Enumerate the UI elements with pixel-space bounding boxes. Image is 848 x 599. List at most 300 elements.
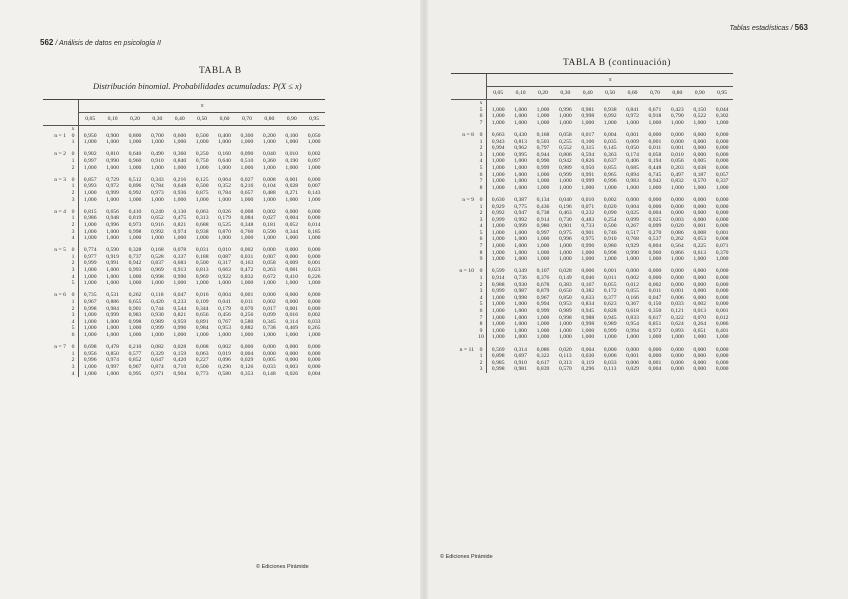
probability-cell: 0,879 <box>536 288 550 295</box>
x-value: 1 <box>71 139 75 146</box>
probability-cell: 0,992 <box>128 189 142 196</box>
probability-cell: 0,918 <box>648 113 662 120</box>
probability-cell: 0,839 <box>536 366 550 373</box>
probability-cell: 0,000 <box>693 366 707 373</box>
probability-cell: 0,630 <box>487 191 510 203</box>
probability-cell: 0,990 <box>626 249 639 256</box>
probability-cell: 0,850 <box>106 350 119 357</box>
table-row <box>451 113 733 120</box>
probability-cell: 0,960 <box>648 249 662 256</box>
probability-cell: 0,002 <box>603 196 617 203</box>
probability-cell: 0,003 <box>285 363 299 370</box>
probability-cell: 1,000 <box>195 332 209 338</box>
probability-cell: 0,114 <box>285 318 298 325</box>
probability-cell: 0,000 <box>262 247 276 254</box>
table-row <box>451 295 733 302</box>
probability-cell: 0,086 <box>670 229 684 236</box>
probability-cell: 0,500 <box>195 132 209 139</box>
probability-cell: 0,010 <box>218 247 231 254</box>
probability-cell: 0,087 <box>218 253 231 260</box>
probability-cell: 0,001 <box>670 145 684 152</box>
probability-cell: 0,648 <box>173 183 187 190</box>
probability-cell: 0,902 <box>79 146 102 158</box>
probability-cell: 0,099 <box>648 223 662 230</box>
probability-cell: 0,000 <box>670 281 684 288</box>
probability-cell: 0,000 <box>307 363 321 370</box>
x-value: 5 <box>71 280 75 287</box>
probability-cell: 0,006 <box>626 359 639 366</box>
probability-cell: 0,647 <box>150 357 164 364</box>
probability-cell: 0,406 <box>626 158 639 165</box>
probability-cell: 0,040 <box>262 151 276 158</box>
probability-cell: 0,000 <box>715 158 729 165</box>
probability-cell: 0,936 <box>173 189 187 196</box>
probability-cell: 0,226 <box>307 273 321 280</box>
probability-cell: 0,991 <box>581 171 595 178</box>
probability-cell: 0,009 <box>285 260 299 267</box>
probability-cell: 0,994 <box>626 327 639 334</box>
probability-cell: 1,000 <box>307 332 321 338</box>
probability-cell: 0,973 <box>150 189 164 196</box>
probability-cell: 0,981 <box>514 366 527 373</box>
probability-cell: 0,387 <box>514 196 527 203</box>
probability-cell: 0,953 <box>218 325 231 332</box>
probability-cell: 0,995 <box>128 370 142 377</box>
probability-cell: 0,000 <box>693 151 707 158</box>
probability-cell: 0,942 <box>128 260 142 267</box>
probability-cell: 0,000 <box>693 203 707 210</box>
probability-cell: 0,730 <box>558 216 572 223</box>
x-value: 3 <box>71 228 75 235</box>
probability-column-header: 0,10 <box>509 87 531 100</box>
probability-cell: 0,000 <box>715 346 729 353</box>
probability-cell: 0,000 <box>285 299 299 306</box>
probability-cell: 0,959 <box>173 318 187 325</box>
probability-cell: 1,000 <box>307 139 321 146</box>
probability-cell: 1,000 <box>514 243 527 250</box>
probability-cell: 0,000 <box>693 281 707 288</box>
x-value: 7 <box>479 119 483 126</box>
probability-cell: 0,052 <box>285 221 299 228</box>
probability-cell: 0,353 <box>240 370 254 377</box>
probability-cell: 0,216 <box>240 183 254 190</box>
probability-cell: 0,001 <box>693 223 707 230</box>
probability-cell: 0,149 <box>558 275 572 282</box>
probability-cell: 0,894 <box>626 171 639 178</box>
probability-cell: 0,930 <box>514 281 527 288</box>
probability-cell: 0,082 <box>150 344 164 351</box>
probability-cell: 0,896 <box>128 183 142 190</box>
probability-cell: 0,967 <box>128 363 142 370</box>
probability-cell: 1,000 <box>581 249 595 256</box>
probability-cell: 1,000 <box>150 164 164 171</box>
probability-cell: 1,000 <box>150 280 164 287</box>
probability-cell: 0,172 <box>603 288 617 295</box>
probability-cell: 0,901 <box>128 305 142 312</box>
x-value: 3 <box>479 288 483 295</box>
probability-cell: 0,000 <box>715 353 729 360</box>
probability-cell: 0,656 <box>195 312 209 319</box>
probability-cell: 0,302 <box>715 113 729 120</box>
probability-cell: 1,000 <box>262 196 276 203</box>
probability-cell: 0,150 <box>693 106 707 113</box>
n-label: n = 4 <box>54 208 66 215</box>
probability-cell: 1,000 <box>536 178 550 185</box>
probability-cell: 0,735 <box>79 287 102 299</box>
probability-cell: 1,000 <box>285 235 299 242</box>
probability-cell: 0,652 <box>150 215 164 222</box>
probability-cell: 0,006 <box>715 164 729 171</box>
probability-cell: 1,000 <box>487 107 510 114</box>
probability-cell: 0,000 <box>693 210 707 217</box>
probability-cell: 1,000 <box>106 228 119 235</box>
pi-header: π <box>79 100 326 113</box>
probability-cell: 0,004 <box>626 203 639 210</box>
probability-cell: 0,998 <box>150 273 164 280</box>
probability-cell: 1,000 <box>262 139 276 146</box>
probability-cell: 0,954 <box>626 321 639 328</box>
table-row <box>43 306 325 313</box>
probability-cell: 0,187 <box>693 171 707 178</box>
table-row <box>451 191 733 203</box>
probability-cell: 1,000 <box>581 119 595 126</box>
probability-cell: 1,000 <box>487 256 510 263</box>
probability-column-header: 0,20 <box>532 87 554 100</box>
probability-cell: 0,998 <box>514 294 527 301</box>
probability-cell: 0,000 <box>626 268 639 275</box>
probability-cell: 1,000 <box>693 119 707 126</box>
probability-cell: 0,700 <box>150 132 164 139</box>
probability-cell: 0,352 <box>218 183 231 190</box>
x-value: 4 <box>71 370 75 377</box>
probability-cell: 0,313 <box>195 215 209 222</box>
x-value: 0 <box>71 247 75 254</box>
probability-cell: 0,000 <box>693 288 707 295</box>
table-row <box>43 139 325 146</box>
probability-cell: 1,000 <box>514 113 527 120</box>
probability-cell: 0,004 <box>307 370 321 377</box>
probability-cell: 1,000 <box>693 184 707 191</box>
probability-cell: 0,002 <box>240 247 254 254</box>
table-row <box>43 364 325 371</box>
probability-cell: 0,002 <box>218 344 231 351</box>
probability-cell: 0,410 <box>285 273 299 280</box>
probability-cell: 0,000 <box>307 208 321 215</box>
left-header-text: Análisis de datos en psicología II <box>58 40 161 47</box>
probability-cell: 0,980 <box>603 243 617 250</box>
probability-cell: 0,296 <box>581 366 595 373</box>
probability-cell: 0,971 <box>150 370 164 377</box>
probability-cell: 1,000 <box>487 334 510 341</box>
probability-cell: 0,000 <box>715 151 729 158</box>
n-label: n = 10 <box>459 268 474 275</box>
probability-cell: 0,974 <box>173 228 187 235</box>
probability-cell: 0,992 <box>487 210 510 217</box>
probability-cell: 0,942 <box>558 158 572 165</box>
probability-cell: 0,026 <box>218 208 231 215</box>
probability-cell: 0,010 <box>285 151 299 158</box>
probability-cell: 0,975 <box>558 229 572 236</box>
probability-cell: 0,025 <box>626 210 639 217</box>
probability-column-header: 0,70 <box>236 113 258 126</box>
probability-cell: 0,637 <box>603 158 617 165</box>
table-row <box>43 357 325 364</box>
probability-cell: 0,001 <box>715 229 729 236</box>
probability-cell: 1,000 <box>536 249 550 256</box>
probability-cell: 0,969 <box>150 267 164 274</box>
probability-cell: 0,317 <box>218 260 231 267</box>
probability-cell: 1,000 <box>128 325 142 332</box>
probability-cell: 0,168 <box>536 131 550 138</box>
probability-cell: 0,475 <box>173 215 187 222</box>
probability-cell: 0,329 <box>150 350 164 357</box>
probability-cell: 0,420 <box>150 299 164 306</box>
probability-cell: 0,994 <box>536 301 550 308</box>
probability-cell: 1,000 <box>240 139 254 146</box>
probability-cell: 1,000 <box>558 327 572 334</box>
probability-cell: 1,000 <box>536 321 550 328</box>
probability-cell: 0,254 <box>603 216 617 223</box>
probability-cell: 0,525 <box>218 221 231 228</box>
probability-cell: 0,070 <box>240 305 254 312</box>
probability-cell: 0,834 <box>581 301 595 308</box>
probability-cell: 1,000 <box>218 280 231 287</box>
probability-cell: 0,537 <box>648 236 662 243</box>
table-row <box>451 301 733 308</box>
probability-cell: 1,000 <box>487 308 510 315</box>
probability-cell: 1,000 <box>285 332 299 338</box>
probability-cell: 0,956 <box>79 351 102 358</box>
probability-cell: 0,840 <box>173 157 187 164</box>
probability-cell: 0,950 <box>581 164 595 171</box>
probability-cell: 0,000 <box>648 346 662 353</box>
probability-cell: 0,106 <box>581 138 595 145</box>
probability-cell: 0,000 <box>626 346 639 353</box>
probability-cell: 0,570 <box>693 178 707 185</box>
probability-cell: 0,000 <box>715 275 729 282</box>
probability-cell: 0,874 <box>150 363 164 370</box>
probability-cell: 0,599 <box>487 263 510 275</box>
probability-cell: 0,016 <box>285 312 299 319</box>
x-value: 2 <box>71 357 75 364</box>
x-value: 9 <box>479 256 483 263</box>
probability-cell: 1,000 <box>558 256 572 263</box>
probability-cell: 0,663 <box>218 267 231 274</box>
probability-cell: 1,000 <box>150 235 164 242</box>
n-label: n = 11 <box>459 346 474 353</box>
table-row <box>43 280 325 287</box>
table-row <box>43 274 325 281</box>
probability-cell: 0,004 <box>603 131 617 138</box>
table-row <box>43 235 325 242</box>
probability-cell: 0,000 <box>715 281 729 288</box>
probability-cell: 0,337 <box>173 253 187 260</box>
probability-cell: 0,025 <box>648 216 662 223</box>
probability-cell: 1,000 <box>536 243 550 250</box>
probability-cell: 0,000 <box>285 208 299 215</box>
probability-cell: 0,984 <box>195 325 209 332</box>
probability-cell: 0,001 <box>603 268 617 275</box>
probability-cell: 0,267 <box>626 223 639 230</box>
table-row <box>451 178 733 185</box>
probability-cell: 0,053 <box>693 236 707 243</box>
probability-cell: 1,000 <box>648 334 662 341</box>
probability-cell: 0,784 <box>150 183 164 190</box>
probability-cell: 0,017 <box>262 305 276 312</box>
probability-cell: 0,972 <box>106 183 119 190</box>
probability-cell: 1,000 <box>240 235 254 242</box>
x-value: 5 <box>479 301 483 308</box>
probability-cell: 0,013 <box>693 308 707 314</box>
probability-cell: 0,893 <box>670 327 684 334</box>
probability-cell: 0,014 <box>307 221 321 228</box>
probability-cell: 0,999 <box>487 217 510 224</box>
probability-cell: 0,671 <box>648 106 662 113</box>
probability-cell: 1,000 <box>514 327 527 334</box>
probability-cell: 1,000 <box>173 332 187 338</box>
probability-cell: 1,000 <box>262 332 276 338</box>
probability-cell: 0,999 <box>536 164 550 171</box>
probability-cell: 0,344 <box>195 305 209 312</box>
probability-cell: 1,000 <box>173 235 187 242</box>
probability-cell: 0,478 <box>106 344 119 351</box>
probability-cell: 1,000 <box>106 273 119 280</box>
probability-cell: 1,000 <box>79 165 102 172</box>
probability-cell: 0,113 <box>559 353 572 360</box>
probability-cell: 0,008 <box>693 229 707 236</box>
probability-cell: 1,000 <box>715 334 729 341</box>
probability-cell: 0,945 <box>603 314 617 321</box>
probability-cell: 0,744 <box>150 305 164 312</box>
probability-cell: 1,000 <box>514 178 527 185</box>
table-row <box>451 236 733 243</box>
probability-cell: 1,000 <box>487 152 510 159</box>
probability-cell: 1,000 <box>670 119 684 126</box>
probability-cell: 0,002 <box>262 208 276 215</box>
probability-cell: 0,001 <box>285 305 299 312</box>
right-page-number: 563 <box>794 23 808 32</box>
probability-cell: 1,000 <box>648 119 662 126</box>
probability-cell: 0,002 <box>262 299 276 306</box>
probability-cell: 0,821 <box>173 221 187 228</box>
probability-cell: 0,898 <box>487 353 510 360</box>
probability-cell: 0,196 <box>558 203 572 210</box>
probability-cell: 0,000 <box>670 366 684 373</box>
probability-cell: 1,000 <box>128 196 142 203</box>
probability-cell: 0,028 <box>558 268 572 275</box>
probability-cell: 0,992 <box>603 113 617 120</box>
probability-cell: 0,420 <box>173 357 187 364</box>
probability-cell: 0,046 <box>581 275 595 282</box>
probability-cell: 0,000 <box>262 344 276 351</box>
probability-cell: 0,980 <box>536 223 550 230</box>
x-value: 3 <box>71 196 75 203</box>
probability-cell: 0,104 <box>262 183 276 190</box>
probability-cell: 0,998 <box>79 306 102 313</box>
probability-cell: 0,109 <box>195 299 209 306</box>
probability-cell: 0,160 <box>218 151 231 158</box>
probability-cell: 0,100 <box>285 132 299 139</box>
probability-cell: 1,000 <box>487 301 510 308</box>
probability-cell: 0,038 <box>693 164 707 171</box>
probability-cell: 0,651 <box>693 327 707 334</box>
x-value: 1 <box>71 350 75 357</box>
x-value: 6 <box>479 308 483 314</box>
probability-cell: 1,000 <box>285 164 299 171</box>
probability-cell: 0,697 <box>514 353 527 360</box>
table-row <box>43 260 325 267</box>
probability-column-header: 0,70 <box>644 87 666 100</box>
probability-cell: 1,000 <box>307 235 321 242</box>
probability-cell: 1,000 <box>603 256 617 263</box>
table-row <box>43 332 325 339</box>
table-title-continued: TABLA B (continuación) <box>563 58 671 68</box>
x-value: 2 <box>71 164 75 171</box>
table-row <box>451 185 733 192</box>
probability-cell: 0,096 <box>218 357 231 364</box>
probability-cell: 1,000 <box>307 280 321 287</box>
probability-cell: 0,017 <box>581 131 595 138</box>
probability-cell: 0,989 <box>150 318 164 325</box>
probability-cell: 0,678 <box>536 281 550 288</box>
probability-cell: 1,000 <box>487 113 510 120</box>
probability-cell: 1,000 <box>195 164 209 171</box>
probability-cell: 0,852 <box>128 357 142 364</box>
probability-cell: 0,850 <box>558 294 572 301</box>
probability-cell: 0,047 <box>173 292 187 299</box>
probability-cell: 0,600 <box>173 132 187 139</box>
probability-cell: 1,000 <box>79 222 102 229</box>
probability-cell: 0,002 <box>307 312 321 319</box>
table-row <box>451 217 733 224</box>
probability-cell: 0,179 <box>218 305 231 312</box>
x-value: 2 <box>71 221 75 228</box>
probability-cell: 1,000 <box>648 184 662 191</box>
probability-cell: 0,870 <box>218 228 231 235</box>
probability-cell: 1,000 <box>558 113 572 120</box>
probability-cell: 0,350 <box>648 308 662 314</box>
x-value: 1 <box>71 215 75 222</box>
probability-cell: 0,000 <box>670 131 684 138</box>
probability-cell: 0,000 <box>715 145 729 152</box>
probability-cell: 0,833 <box>626 314 639 321</box>
probability-cell: 0,729 <box>106 176 119 183</box>
probability-cell: 1,000 <box>218 164 231 171</box>
probability-cell: 0,255 <box>558 138 572 145</box>
probability-cell: 0,383 <box>558 281 572 288</box>
probability-cell: 0,063 <box>195 350 209 357</box>
probability-cell: 0,008 <box>715 236 729 243</box>
probability-cell: 0,012 <box>626 281 639 288</box>
probability-cell: 0,996 <box>173 325 187 332</box>
probability-cell: 1,000 <box>106 318 119 325</box>
probability-cell: 1,000 <box>79 364 102 371</box>
probability-cell: 0,999 <box>603 327 617 334</box>
probability-cell: 1,000 <box>558 249 572 256</box>
table-row <box>451 210 733 217</box>
probability-cell: 0,343 <box>150 176 164 183</box>
probability-cell: 0,497 <box>670 171 684 178</box>
probability-column-header: 0,60 <box>213 113 235 126</box>
probability-cell: 0,031 <box>240 253 254 260</box>
probability-cell: 1,000 <box>79 267 102 274</box>
probability-cell: 1,000 <box>514 236 527 243</box>
probability-cell: 1,000 <box>79 319 102 326</box>
table-row <box>451 107 733 114</box>
table-row <box>43 351 325 358</box>
probability-cell: 0,000 <box>693 196 707 203</box>
probability-cell: 0,999 <box>79 260 102 267</box>
